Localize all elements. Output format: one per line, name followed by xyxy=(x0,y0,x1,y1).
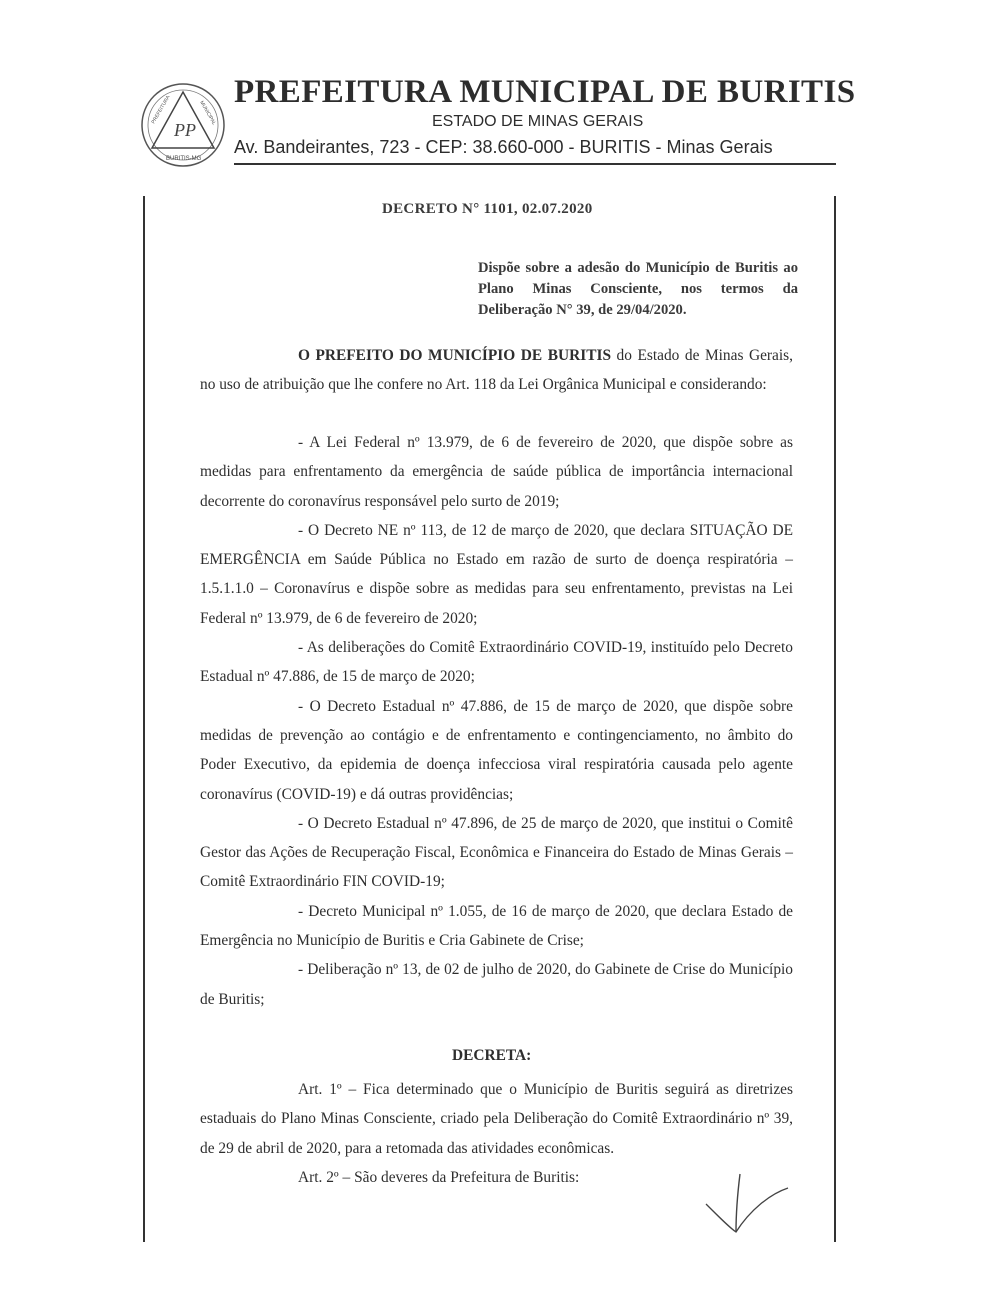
svg-text:BURITIS-MG: BURITIS-MG xyxy=(166,156,202,162)
svg-text:PREFEITURA: PREFEITURA xyxy=(150,94,172,125)
header-address: Av. Bandeirantes, 723 - CEP: 38.660-000 - BURITIS - Minas Gerais xyxy=(234,137,773,157)
header-state: ESTADO DE MINAS GERAIS xyxy=(432,113,644,130)
preamble-rest: do Estado de Minas Gerais, no uso de atribuição que lhe confere no Art. 118 da Lei Orgânica Municipal e considerando: xyxy=(200,347,793,394)
municipal-seal-logo xyxy=(140,82,226,168)
header-divider xyxy=(234,163,836,165)
consideration-item: - O Decreto Estadual nº 47.886, de 15 de março de 2020, que dispõe sobre medidas de prevenção ao contágio e de enfrentamento e contingenciamento, no âmbito do Poder Executivo, da epidemia de doença infecciosa viral respiratória causada pelo agente coronavírus (COVID-19) e dá outras providências; xyxy=(200,697,793,803)
decreta-heading: DECRETA: xyxy=(452,1047,532,1064)
decree-ementa: Dispõe sobre a adesão do Município de Buritis ao Plano Minas Consciente, nos termos da Deliberação N° 39, de 29/04/2020. xyxy=(478,260,798,318)
signature-mark xyxy=(700,1170,790,1240)
consideration-item: - As deliberações do Comitê Extraordinário COVID-19, instituído pelo Decreto Estadual nº 47.886, de 15 de março de 2020; xyxy=(200,639,793,686)
article-item: Art. 2º – São deveres da Prefeitura de Buritis: xyxy=(298,1168,580,1186)
consideration-item: - Decreto Municipal nº 1.055, de 16 de março de 2020, que declara Estado de Emergência no Município de Buritis e Cria Gabinete de Crise; xyxy=(200,902,793,950)
considerations-list xyxy=(200,428,793,1014)
svg-text:MUNICIPAL: MUNICIPAL xyxy=(198,100,217,127)
header-title: PREFEITURA MUNICIPAL DE BURITIS xyxy=(234,74,856,110)
preamble-paragraph xyxy=(200,341,793,400)
svg-text:PP: PP xyxy=(174,120,196,140)
article-item: Art. 1º – Fica determinado que o Município de Buritis seguirá as diretrizes estaduais do Plano Minas Consciente, criado pela Deliberação do Comitê Extraordinário nº 39, de 29 de abril de 2020, para a retomada das atividades econômicas. xyxy=(200,1081,793,1157)
preamble-lead: O PREFEITO DO MUNICÍPIO DE BURITIS xyxy=(298,347,612,364)
decree-title: DECRETO N° 1101, 02.07.2020 xyxy=(382,201,593,217)
left-margin-line xyxy=(143,196,145,1242)
right-margin-line xyxy=(834,196,836,1242)
consideration-item: - O Decreto NE nº 113, de 12 de março de 2020, que declara SITUAÇÃO DE EMERGÊNCIA em Saúde Pública no Estado em razão de surto de doença respiratória – 1.5.1.1.0 – Coronavírus e dispõe sobre as medidas para seu enfrentamento, previstas na Lei Federal nº 13.979, de 6 de fevereiro de 2020; xyxy=(200,521,793,627)
consideration-item: - Deliberação nº 13, de 02 de julho de 2020, do Gabinete de Crise do Município de Buritis; xyxy=(200,961,793,1008)
consideration-item: - O Decreto Estadual nº 47.896, de 25 de março de 2020, que institui o Comitê Gestor das Ações de Recuperação Fiscal, Econômica e Financeira do Estado de Minas Gerais – Comitê Extraordinário FIN COVID-19; xyxy=(200,814,793,891)
consideration-item: - A Lei Federal nº 13.979, de 6 de fevereiro de 2020, que dispõe sobre as medidas para enfrentamento da emergência de saúde pública de importância internacional decorrente do coronavírus responsável pelo surto de 2019; xyxy=(200,434,793,510)
